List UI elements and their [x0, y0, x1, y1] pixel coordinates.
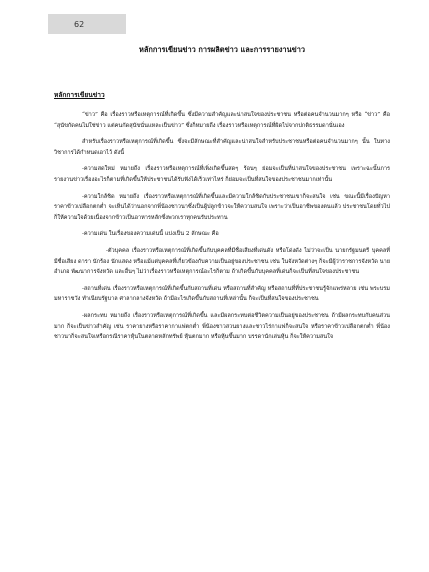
- paragraph: -ตัวบุคคล เรื่องราวหรือเหตุการณ์ที่เกิดขึ้นกับบุคคลที่มีชื่อเสียงที่เด่นดัง หรือโด่งดัง ไม่ว่าจะเป็น นายกรัฐมนตรี บุคคลที่มีชื่อเสียง ดารา นักร้อง นักแสดง หรือแม้แต่บุคคลที่เกี่ยวข้องกับความเป็นอยู่ของประชาชน เช่น ในจังหวัดต่างๆ ก็จะมีผู้ว่าราชการจังหวัด นายอำเภอ พัฒนาการจังหวัด และอื่นๆ ไม่ว่าเรื่องราวหรือเหตุการณ์อะไรก็ตาม ถ้าเกิดขึ้นกับบุคคลที่เด่นก็จะเป็นที่สนใจของประชาชน: [54, 247, 390, 276]
- page-number: 62: [74, 19, 85, 29]
- page-number-box: [48, 14, 126, 34]
- paragraph: -ความสดใหม่ หมายถึง เรื่องราวหรือเหตุการณ์ที่เพิ่งเกิดขึ้นสดๆ ร้อนๆ ย่อมจะเป็นที่น่าสนใจของประชาชน เพราะฉะนั้นการรายงานข่าวเรื่องอะไรก็ตามที่เกิดขึ้นให้ประชาชนได้รับฟังได้เร็วเท่าไหร่ ก็ย่อมจะเป็นที่สนใจของประชาชนมากเท่านั้น: [54, 166, 390, 183]
- section-heading: หลักการเขียนข่าว: [54, 91, 105, 99]
- paragraph: สำหรับเรื่องราวหรือเหตุการณ์ที่เกิดขึ้น ซึ่งจะมีลักษณะที่สำคัญและน่าสนใจสำหรับประชาชนหรือต่อคนจำนวนมากๆ นั้น ในทางวิชาการได้กำหนดเอาไว้ ดังนี้: [54, 139, 390, 156]
- paragraph: -ความเด่น ในเรื่องของความเด่นนี้ แบ่งเป็น 2 ลักษณะ คือ: [82, 231, 219, 238]
- paragraph: “ข่าว” คือ เรื่องราวหรือเหตุการณ์ที่เกิดขึ้น ซึ่งมีความสำคัญและน่าสนใจของประชาชน หรือต่อคนจำนวนมากๆ หรือ “ข่าว” คือ “สุนัขกัดคนไม่ใช่ข่าว แต่คนกัดสุนัขนั่นแหละเป็นข่าว” ซึ่งก็หมายถึง เรื่องราวหรือเหตุการณ์ที่ผิดไปจากปกติธรรมดานั่นเอง: [54, 112, 390, 129]
- paragraph: -สถานที่เด่น เรื่องราวหรือเหตุการณ์ที่เกิดขึ้นกับสถานที่เด่น หรือสถานที่สำคัญ หรือสถานที่ที่ประชาชนรู้จักแพร่หลาย เช่น พระบรมมหาราชวัง ทำเนียบรัฐบาล ศาลากลางจังหวัด ถ้ามีอะไรเกิดขึ้นกับสถานที่เหล่านั้น ก็จะเป็นที่สนใจของประชาชน: [54, 285, 390, 303]
- chapter-title: หลักการเขียนข่าว การผลิตข่าว และการรายงานข่าว: [138, 45, 305, 54]
- document-body: [54, 44, 390, 349]
- paragraph: -ความใกล้ชิด หมายถึง เรื่องราวหรือเหตุการณ์ที่เกิดขึ้นและมีความใกล้ชิดกับประชาชนเขาก็จะสนใจ เช่น ขณะนี้มีเรื่องปัญหาราคาข้าวเปลือกตกต่ำ จะเห็นได้ว่านอกจากพี่น้องชาวนาซึ่งเป็นผู้ปลูกข้าวจะให้ความสนใจ เพราะว่าเป็นอาชีพของตนแล้ว ประชาชนโดยทั่วไปก็ให้ความใจด้วยเนื่องจากข้าวเป็นอาหารหลักซึ่งพวกเราทุกคนรับประทาน: [54, 193, 390, 221]
- paragraph: -ผลกระทบ หมายถึง เรื่องราวหรือเหตุการณ์ที่เกิดขึ้น และมีผลกระทบต่อชีวิตความเป็นอยู่ของประชาชน ถ้ามีผลกระทบกับคนส่วนมาก ก็จะเป็นข่าวสำคัญ เช่น ราคายางหรือราคากาแฟตกต่ำ พี่น้องชาวสวนยางและชาวไร่กาแฟก็จะสนใจ หรือราคาข้าวเปลือกตกต่ำ พี่น้องชาวนาก็จะสนใจเหรือกรณีราคาหุ้นในตลาดหลักทรัพย์ หุ้นตกมาก หรือหุ้นขึ้นมาก บรรดานักเล่นหุ้น ก็จะให้ความสนใจ: [54, 312, 390, 341]
